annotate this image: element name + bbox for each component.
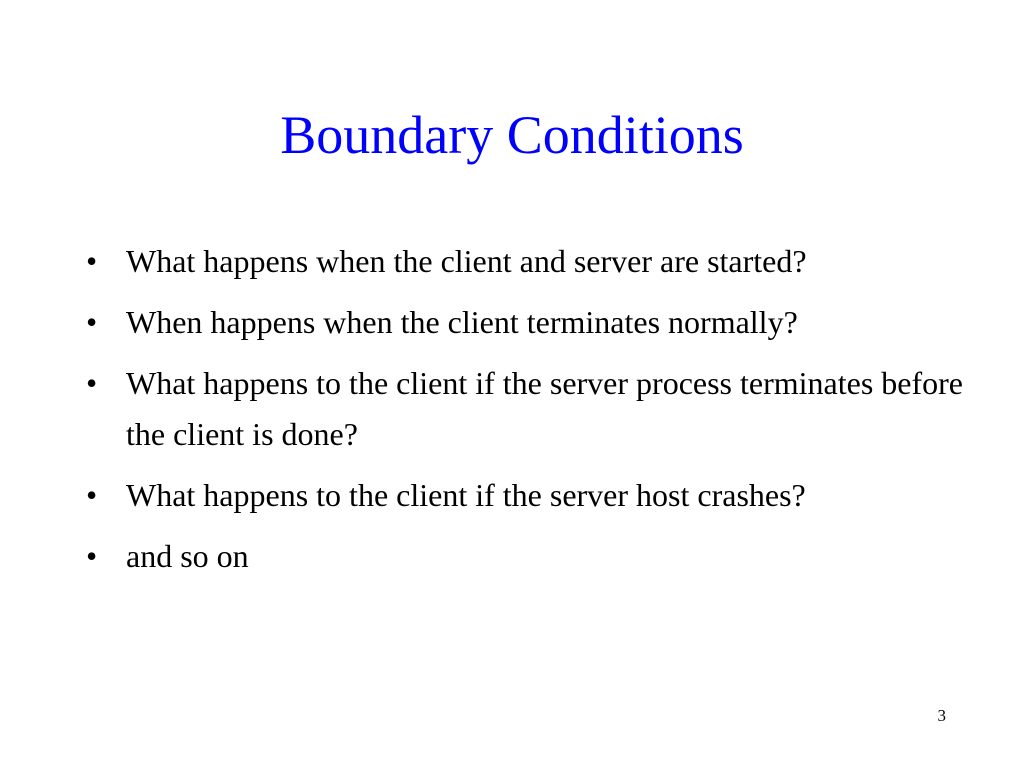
bullet-item (86, 297, 996, 348)
bullet-item (86, 236, 996, 287)
bullet-dot-icon: • (86, 477, 98, 513)
bullet-text: When happens when the client terminates normally? (126, 304, 798, 340)
bullet-dot-icon: • (86, 304, 98, 340)
bullet-item (86, 470, 996, 521)
bullet-list (86, 236, 996, 592)
bullet-dot-icon: • (86, 365, 98, 401)
page-number: 3 (937, 706, 946, 725)
bullet-dot-icon: • (86, 243, 98, 279)
bullet-text: What happens when the client and server are started? (126, 243, 807, 279)
bullet-text: What happens to the client if the server process terminates before the client is done? (126, 365, 963, 452)
bullet-dot-icon: • (86, 538, 98, 574)
bullet-text: and so on (126, 538, 249, 574)
bullet-item (86, 358, 996, 460)
slide-title: Boundary Conditions (280, 105, 744, 165)
bullet-item (86, 531, 996, 582)
bullet-text: What happens to the client if the server host crashes? (126, 477, 806, 513)
